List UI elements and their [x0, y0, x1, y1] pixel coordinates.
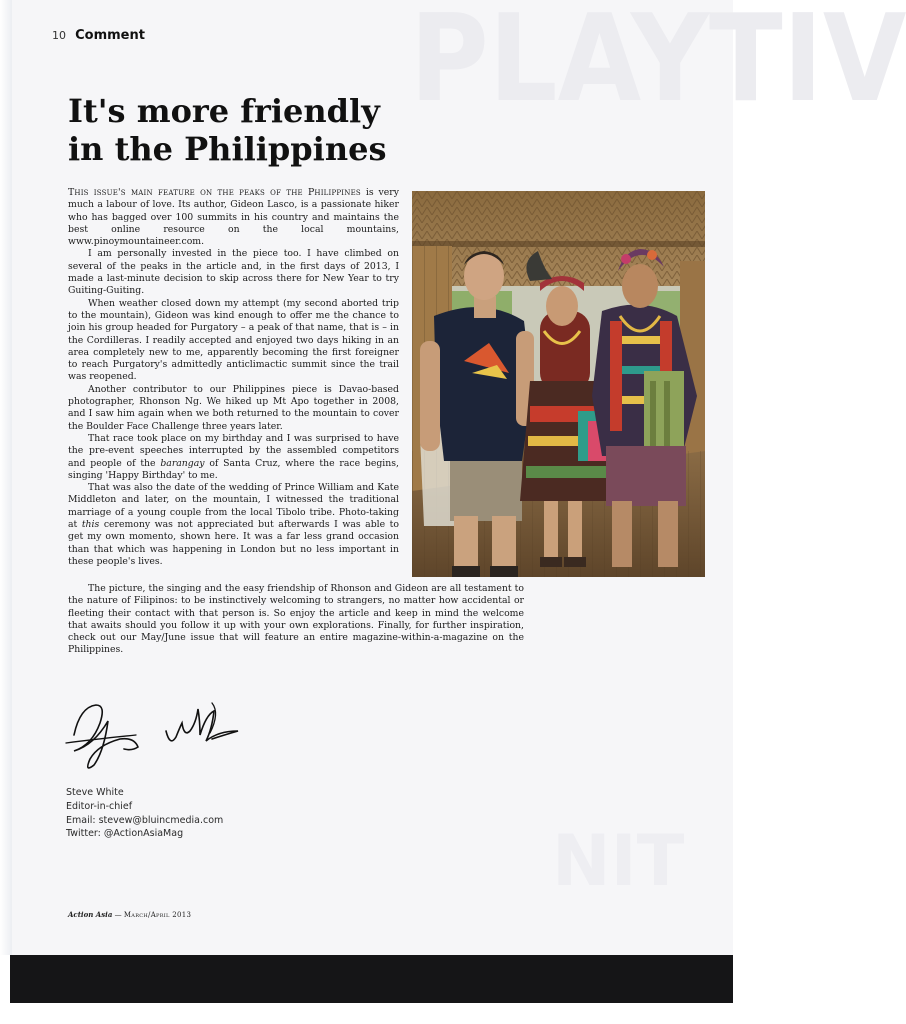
paragraph-2: I am personally invested in the piece too. I have climbed on several of the peaks in the article and, in the first days of 2013, I made a last-minute decision to skip across there for New Year to try Guiting-Guiting.	[68, 248, 399, 297]
paragraph-1-text: is very much a labour of love. Its author, Gideon Lasco, is a passionate hiker who has bagged over 100 summits in his country and maintains the best online resource on the local mountains, www.pinoymountaineer.com.	[68, 187, 399, 248]
photo-three-people-illustration	[412, 191, 705, 577]
article-headline: It's more friendly in the Philippines	[68, 92, 387, 168]
page-number: 10	[52, 29, 66, 42]
page-header	[52, 24, 145, 43]
show-through-print: PLAYTIV	[409, 0, 906, 129]
paragraph-7: The picture, the singing and the easy friendship of Rhonson and Gideon are all testament to the nature of Filipinos: to be instinctively welcoming to strangers, no matter how accidental or fleeting their contact with that person is. So enjoy the article and keep in mind the welcome that awaits should you follow it up with your own explorations. Finally, for further inspiration, check out our May/June issue that will feature an entire magazine-within-a-magazine on the Philippines.	[68, 583, 524, 656]
editor-twitter: Twitter: @ActionAsiaMag	[66, 828, 184, 840]
editor-contact-block	[66, 786, 223, 841]
page-footer	[68, 910, 191, 919]
page-edge	[0, 0, 12, 955]
scan-margin	[0, 1003, 745, 1024]
paragraph-5-text-b: of Santa Cruz, where the race begins, singing 'Happy Birthday' to me.	[68, 457, 399, 481]
signature-graphic	[62, 683, 262, 783]
issue-date: March/April 2013	[123, 911, 192, 919]
lead-in-caps: This issue's main feature on the peaks of the Philippines	[68, 187, 361, 198]
editor-title: Editor-in-chief	[66, 800, 133, 812]
paragraph-6-italic: this	[81, 519, 100, 531]
section-title: Comment	[75, 28, 145, 43]
paragraph-3: When weather closed down my attempt (my second aborted trip to the mountain), Gideon was kind enough to offer me the chance to join his group headed for Purgatory – a peak of that name, that is – in the Cordilleras. I readily accepted and enjoyed two days hiking in an area completely new to me, apparently becoming the first foreigner to reach Purgatory's admittedly anticlimactic summit since the trail was reopened.	[68, 297, 399, 383]
article-body-full-width	[68, 583, 524, 657]
editor-name: Steve White	[66, 787, 124, 798]
show-through-print-lower: NIT	[552, 820, 685, 902]
footer-separator: —	[112, 911, 124, 919]
paragraph-6	[68, 482, 399, 568]
scan-bottom-edge	[10, 955, 733, 1003]
article-photo	[412, 191, 705, 577]
paragraph-6-text-a: That was also the date of the wedding of Prince William and Kate Middleton and later, on the mountain, I witnessed the traditional marriage of a young couple from the local Tibolo tribe. Photo-taking at	[68, 482, 399, 531]
paragraph-4: Another contributor to our Philippines piece is Davao-based photographer, Rhonson Ng. We hiked up Mt Apo together in 2008, and I saw him again when we both returned to the mountain to cover the Boulder Face Challenge three years later.	[68, 383, 399, 432]
paragraph-6-text-b: ceremony was not appreciated but afterwards I was able to get my own momento, shown here. It was a far less grand occasion than that which was happening in London but no less important in these people's lives.	[68, 519, 399, 567]
paragraph-5	[68, 433, 399, 482]
editor-email: Email: stevew@bluincmedia.com	[66, 814, 224, 826]
paragraph-5-italic: barangay	[160, 457, 205, 469]
magazine-brand: Action Asia	[68, 910, 113, 919]
paragraph-1	[68, 187, 399, 248]
paragraph-5-text-a: That race took place on my birthday and I was surprised to have the pre-event speeches interrupted by the assembled competitors and people of the	[68, 432, 399, 469]
article-body-column	[68, 187, 399, 568]
editor-signature	[62, 683, 262, 783]
